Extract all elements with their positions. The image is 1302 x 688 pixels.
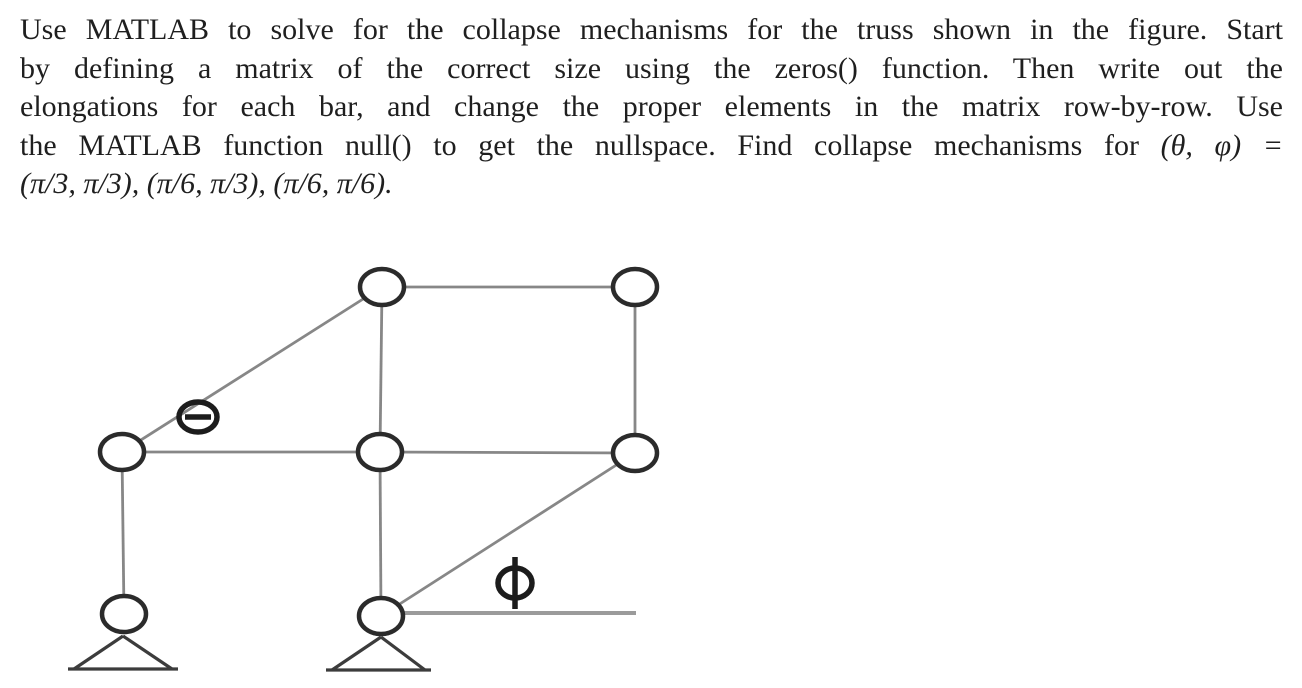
truss-joint-bottom-center [359, 598, 403, 634]
truss-joint-mid-right [613, 435, 657, 471]
problem-text: by defining a matrix of the correct size using the zeros() function. Then write out the [20, 51, 1283, 85]
truss-bar-top-left-mid-center [380, 287, 382, 452]
truss-joint-mid-center [358, 434, 402, 470]
support-side-bottom-left [123, 636, 172, 669]
truss-joint-mid-left [100, 434, 144, 470]
truss-joint-top-right [613, 269, 657, 305]
truss-joint-bottom-left [102, 596, 146, 632]
math-theta-phi: (θ, φ) = [1160, 128, 1283, 162]
truss-bar-mid-right-bottom-center [381, 453, 635, 616]
support-side-bottom-center [332, 637, 381, 670]
truss-bar-mid-left-top-left [122, 287, 382, 452]
problem-text: the MATLAB function null() to get the nullspace. Find collapse mechanisms for [20, 128, 1161, 162]
truss-bar-mid-center-bottom-center [380, 452, 381, 616]
math-angle-cases: (π/3, π/3), (π/6, π/3), (π/6, π/6). [20, 167, 393, 200]
truss-bar-mid-center-mid-right [380, 452, 635, 453]
truss-joint-top-left [360, 269, 404, 305]
problem-text: Use MATLAB to solve for the collapse mechanisms for the truss shown in the figure. Start [20, 13, 1283, 46]
support-side-bottom-left [74, 636, 123, 669]
problem-text: elongations for each bar, and change the proper elements in the matrix row-by-row. Use [20, 90, 1283, 123]
support-side-bottom-center [381, 637, 425, 670]
truss-bar-mid-left-bottom-left [122, 452, 124, 614]
